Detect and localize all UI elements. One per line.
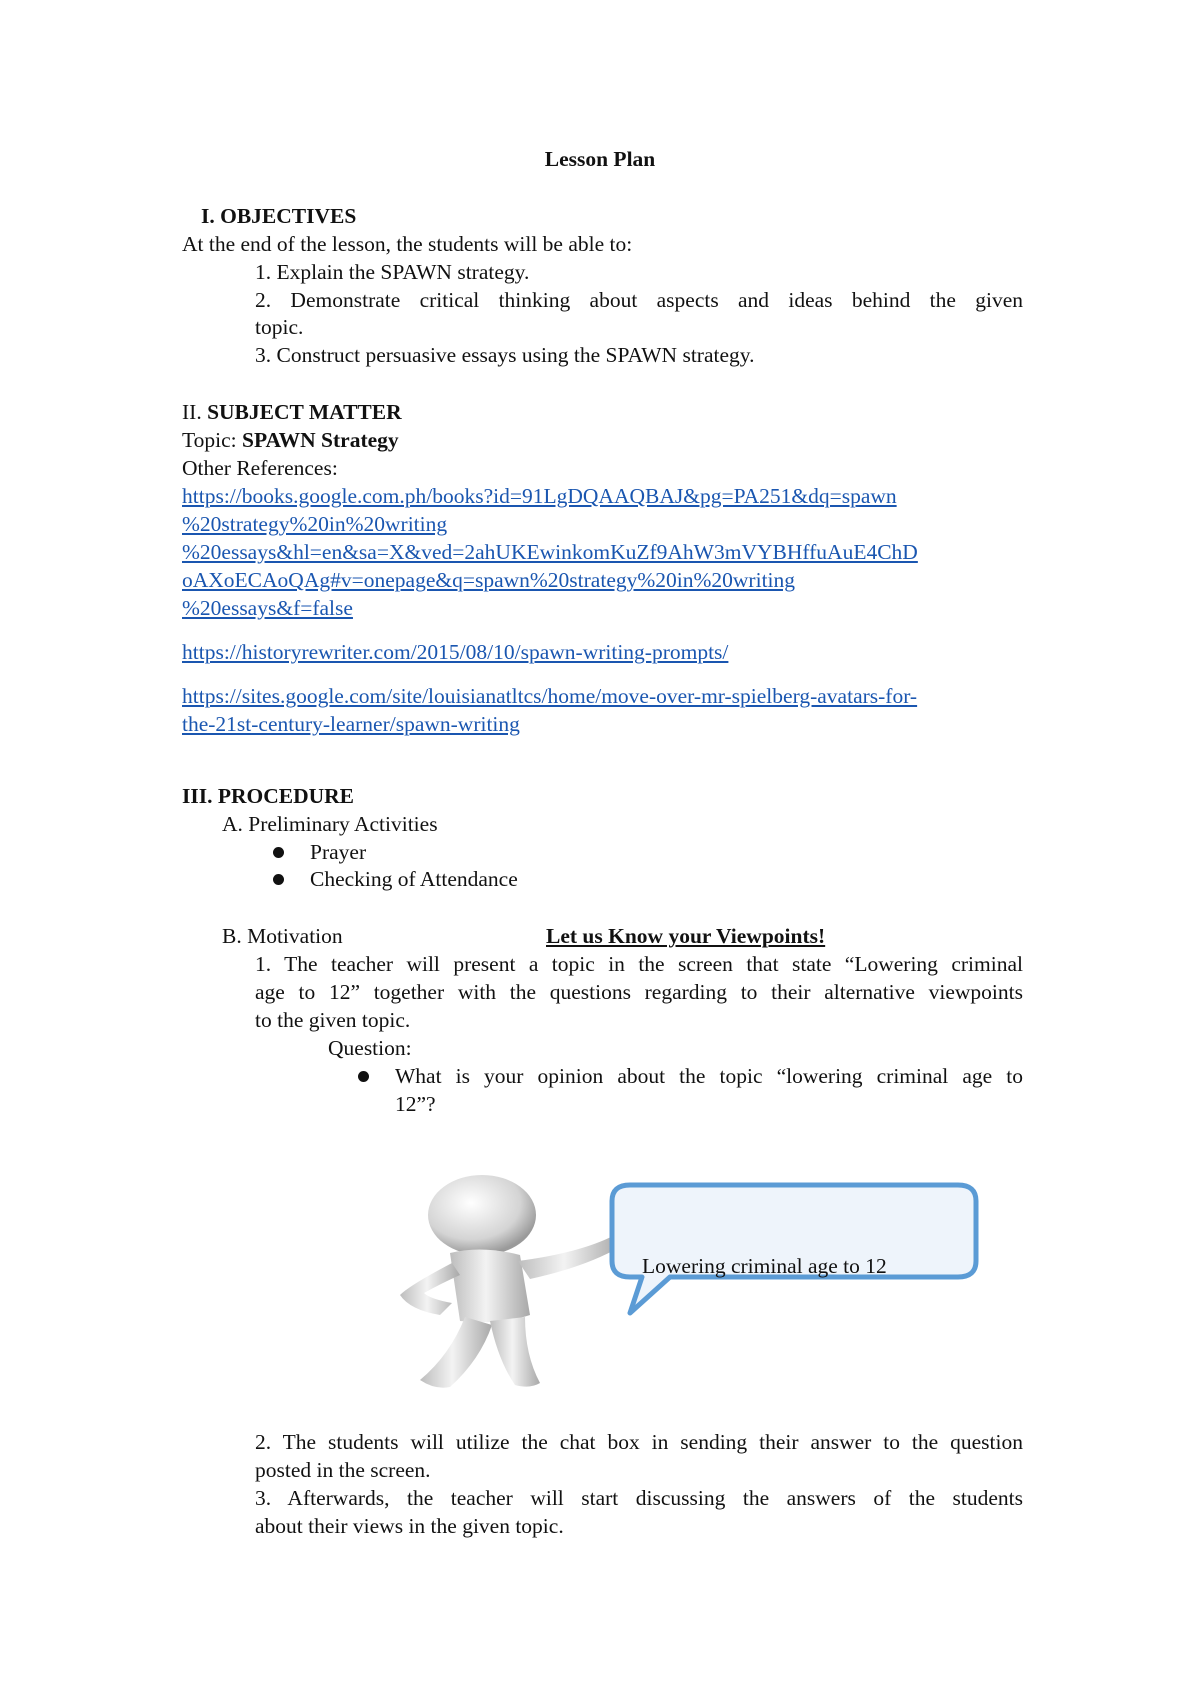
bullet-icon: [358, 1071, 369, 1082]
objective-item: 1. Explain the SPAWN strategy.: [255, 260, 530, 284]
procedure-step-3: 3. Afterwards, the teacher will start discussing the answers of the students: [255, 1486, 1023, 1510]
bullet-icon: [273, 847, 284, 858]
procedure-step-1: 1. The teacher will present a topic in the screen that state “Lowering criminal: [255, 952, 1023, 976]
figure-head: [428, 1175, 536, 1255]
question-label: Question:: [328, 1036, 412, 1060]
reference-link-books[interactable]: oAXoECAoQAg#v=onepage&q=spawn%20strategy%20in%20writing: [182, 568, 796, 592]
procedure-heading: III. PROCEDURE: [182, 784, 355, 808]
motivation-label: B. Motivation: [222, 924, 343, 948]
page-title: Lesson Plan: [544, 147, 656, 171]
procedure-step-1: to the given topic.: [255, 1008, 411, 1032]
procedure-step-2: posted in the screen.: [255, 1458, 431, 1482]
objective-item-continued: topic.: [255, 315, 304, 339]
objectives-heading: I. OBJECTIVES: [201, 204, 357, 228]
figure-arm-right: [518, 1235, 620, 1279]
procedure-step-3: about their views in the given topic.: [255, 1514, 564, 1538]
subject-matter-heading: II. SUBJECT MATTER: [182, 400, 402, 424]
procedure-step-2: 2. The students will utilize the chat box in sending their answer to the question: [255, 1430, 1023, 1454]
topic-line: Topic: SPAWN Strategy: [182, 428, 399, 452]
speech-bubble-text: Lowering criminal age to 12: [642, 1254, 887, 1278]
list-item: Checking of Attendance: [310, 867, 518, 891]
reference-link-books[interactable]: https://books.google.com.ph/books?id=91LgDQAAQBAJ&pg=PA251&dq=spawn: [182, 484, 897, 508]
bullet-icon: [273, 874, 284, 885]
figure-body: [450, 1249, 530, 1322]
reference-link-books[interactable]: %20strategy%20in%20writing: [182, 512, 448, 536]
figure-leg-right: [490, 1317, 540, 1387]
objective-item: 2. Demonstrate critical thinking about aspects and ideas behind the given: [255, 288, 1023, 312]
question-text: 12”?: [395, 1092, 436, 1116]
reference-link-historyrewriter[interactable]: https://historyrewriter.com/2015/08/10/spawn-writing-prompts/: [182, 640, 729, 664]
motivation-title: Let us Know your Viewpoints!: [546, 924, 826, 948]
reference-link-sites[interactable]: https://sites.google.com/site/louisianatltcs/home/move-over-mr-spielberg-avatars-for-: [182, 684, 918, 708]
speech-bubble: [612, 1185, 976, 1313]
procedure-step-1: age to 12” together with the questions regarding to their alternative viewpoints: [255, 980, 1023, 1004]
reference-link-books[interactable]: %20essays&f=false: [182, 596, 353, 620]
reference-link-sites[interactable]: the-21st-century-learner/spawn-writing: [182, 712, 520, 736]
reference-link-books[interactable]: %20essays&hl=en&sa=X&ved=2ahUKEwinkomKuZf9AhW3mVYBHffuAuE4ChD: [182, 540, 918, 564]
question-text: What is your opinion about the topic “lowering criminal age to: [395, 1064, 1023, 1088]
figure-leg-left: [420, 1317, 492, 1388]
speech-figure-illustration: [380, 1175, 1000, 1395]
list-item: Prayer: [310, 840, 367, 864]
figure-arm-left: [400, 1263, 460, 1315]
objectives-intro: At the end of the lesson, the students will be able to:: [182, 232, 633, 256]
objective-item: 3. Construct persuasive essays using the SPAWN strategy.: [255, 343, 755, 367]
preliminary-activities-label: A. Preliminary Activities: [222, 812, 438, 836]
references-label: Other References:: [182, 456, 338, 480]
